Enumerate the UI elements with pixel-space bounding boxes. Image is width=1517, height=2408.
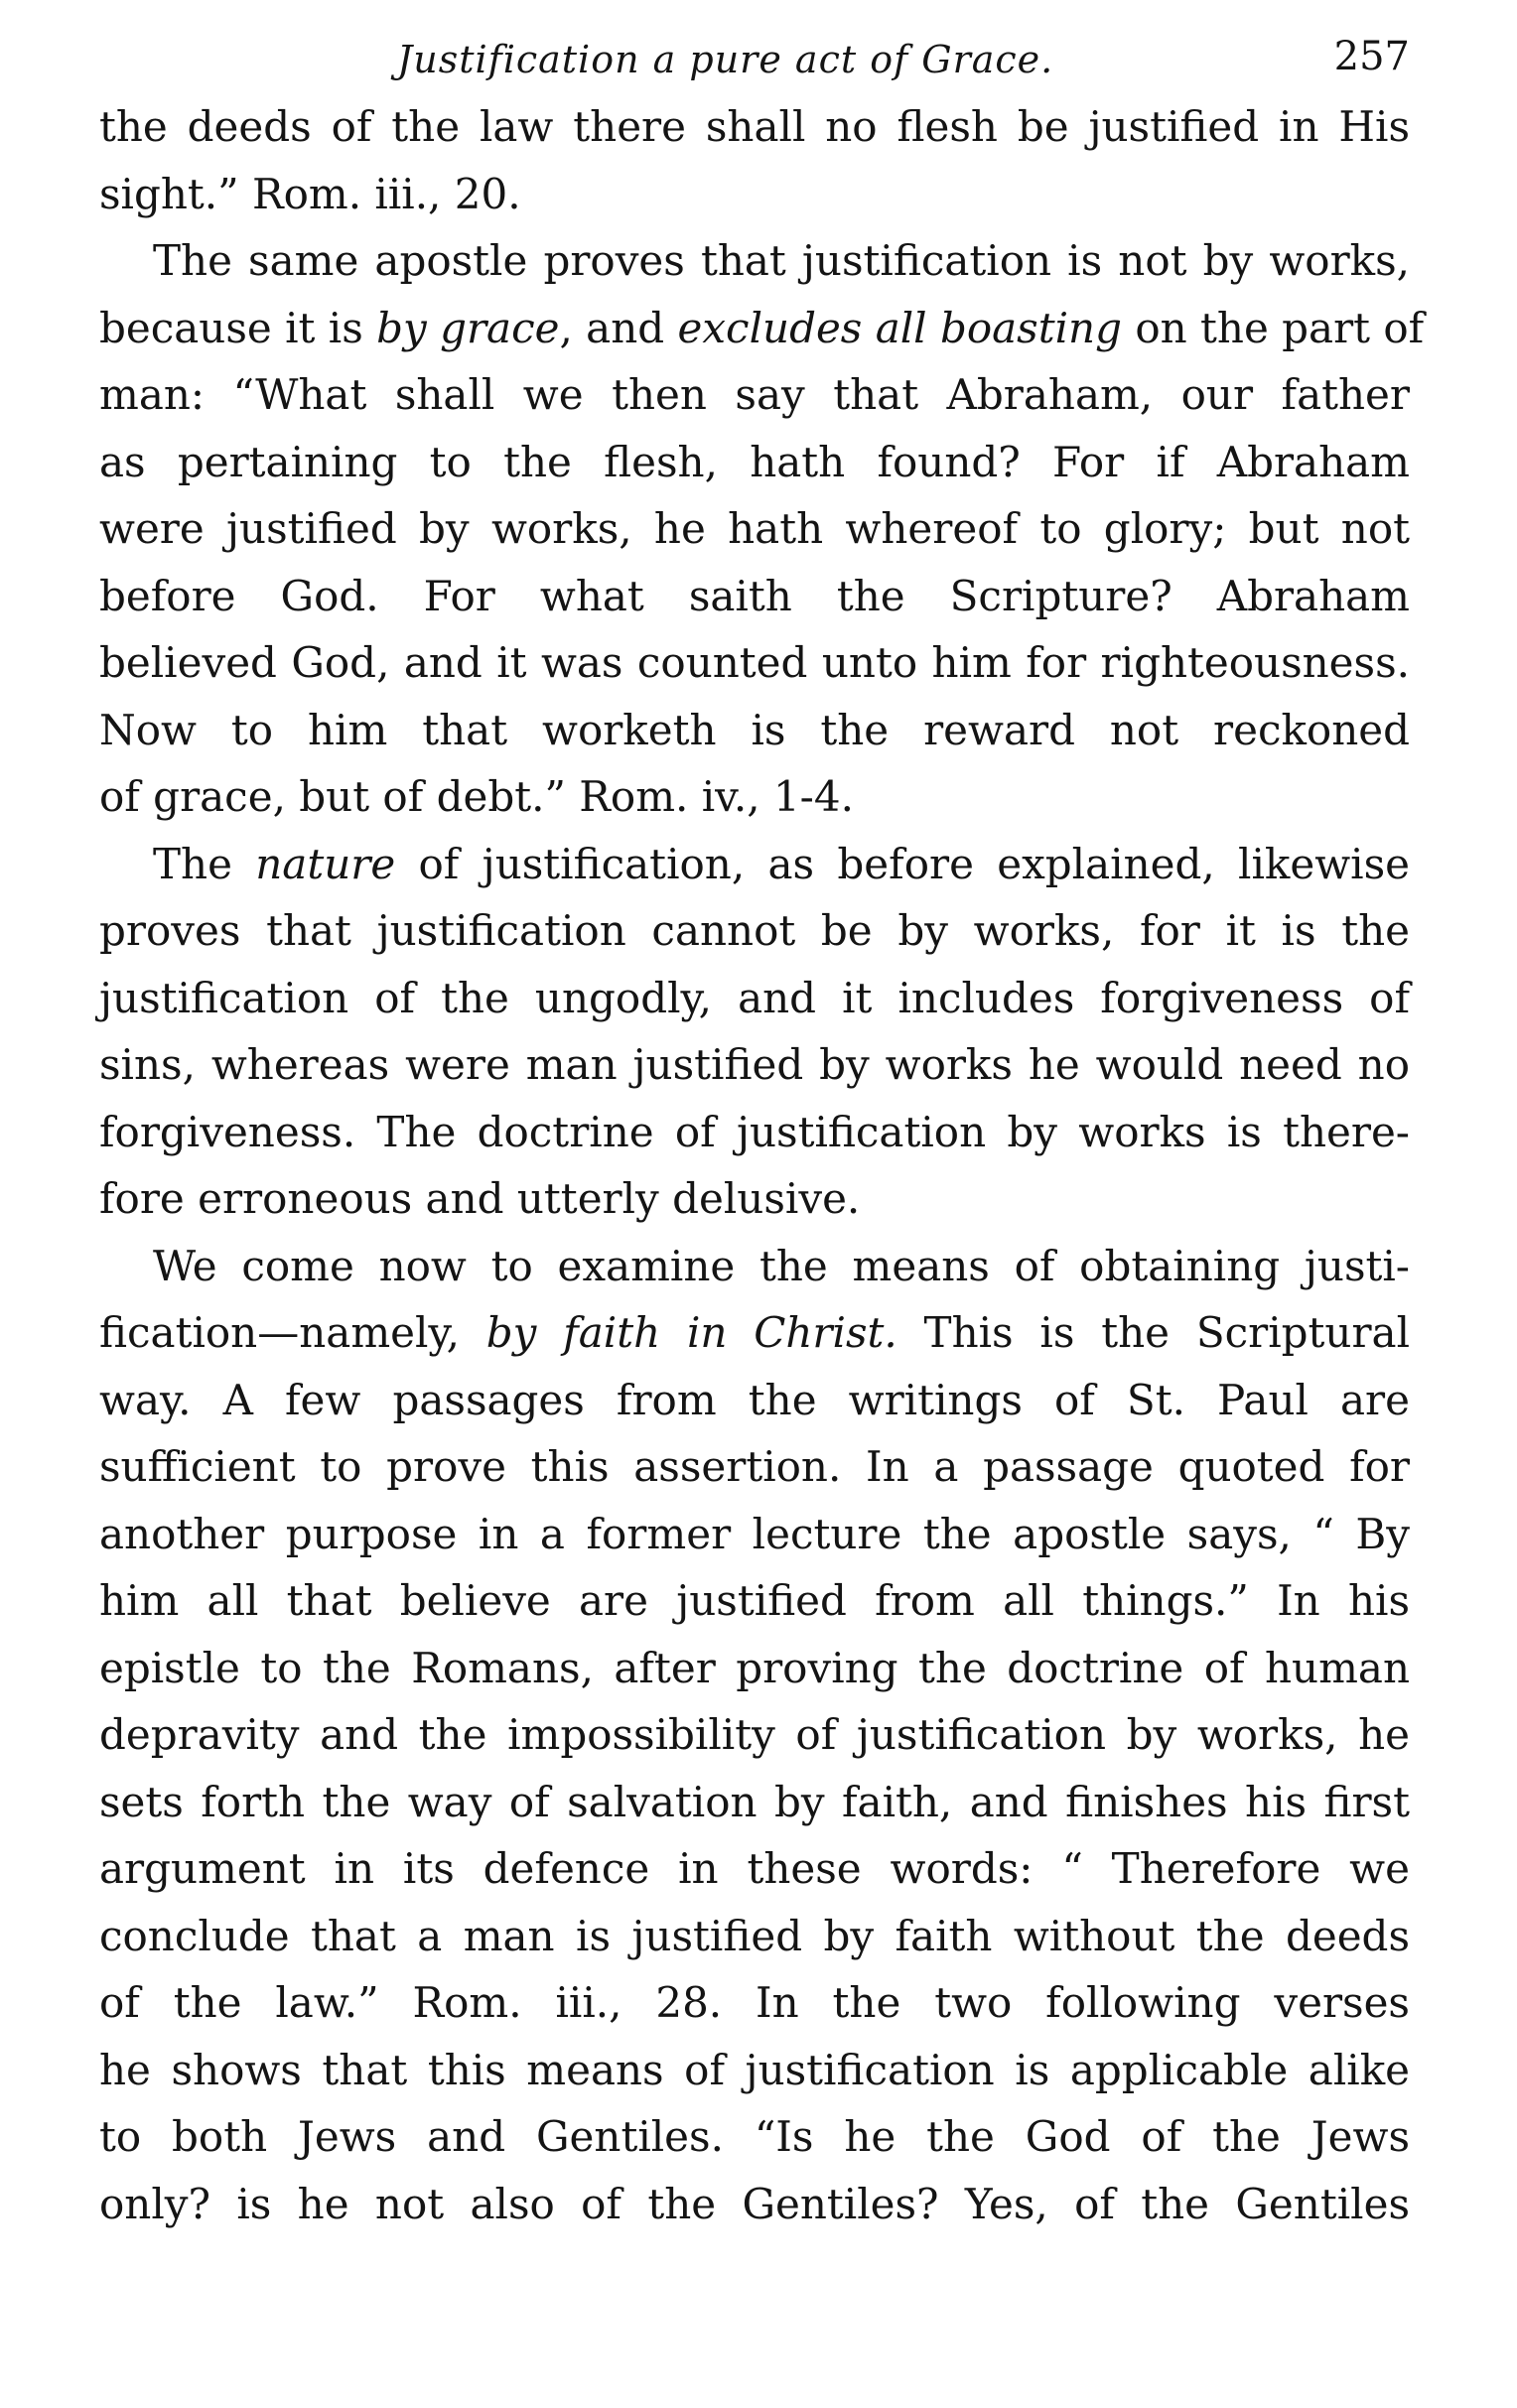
text-line: Now to him that worketh is the reward not reckoned xyxy=(99,705,1410,754)
text-line: sins, whereas were man justified by works he would need no xyxy=(99,1040,1410,1089)
text-line: of grace, but of debt.” Rom. iv., 1-4. xyxy=(99,772,854,821)
text-line: of the law.” Rom. iii., 28. In the two following verses xyxy=(99,1978,1410,2027)
text-run: , and xyxy=(559,303,678,352)
text-run: The xyxy=(153,839,256,888)
text-line: sight.” Rom. iii., 20. xyxy=(99,169,521,218)
text-line: another purpose in a former lecture the apostle says, “ By xyxy=(99,1509,1410,1558)
text-line xyxy=(99,831,1410,898)
text-line: forgiveness. The doctrine of justification by works is there- xyxy=(99,1107,1410,1156)
text-line: before God. For what saith the Scripture? Abraham xyxy=(99,571,1410,620)
text-line: proves that justification cannot be by works, for it is the xyxy=(99,906,1410,955)
page-number: 257 xyxy=(1333,34,1410,79)
text-line: sets forth the way of salvation by faith, and finishes his first xyxy=(99,1777,1410,1826)
text-run: This is the Scriptural xyxy=(896,1308,1410,1357)
text-line: man: “What shall we then say that Abraham, our father xyxy=(99,370,1410,419)
text-line xyxy=(99,1299,1410,1367)
text-line: conclude that a man is justified by faith without the deeds xyxy=(99,1911,1410,1960)
book-page xyxy=(99,30,1425,2237)
text-line: way. A few passages from the writings of St. Paul are xyxy=(99,1375,1410,1424)
text-line xyxy=(99,295,1425,362)
text-line: epistle to the Romans, after proving the doctrine of human xyxy=(99,1643,1410,1692)
text-line: as pertaining to the flesh, hath found? For if Abraham xyxy=(99,437,1410,486)
italic-phrase: excludes all boasting xyxy=(677,303,1122,352)
text-line: sufficient to prove this assertion. In a passage quoted for xyxy=(99,1442,1410,1491)
body-text xyxy=(99,93,1425,2237)
italic-phrase: by faith in Christ. xyxy=(485,1308,897,1357)
text-run: fication—namely, xyxy=(99,1308,486,1357)
text-line: We come now to examine the means of obtaining justi- xyxy=(153,1241,1410,1290)
running-head xyxy=(99,30,1410,93)
text-line: the deeds of the law there shall no flesh be justified in His xyxy=(99,102,1410,151)
text-line: only? is he not also of the Gentiles? Yes, of the Gentiles xyxy=(99,2179,1410,2228)
text-line: he shows that this means of justification is applicable alike xyxy=(99,2045,1410,2094)
italic-phrase: by grace xyxy=(376,303,560,352)
text-line: justification of the ungodly, and it includes forgiveness of xyxy=(99,973,1410,1022)
text-line: were justified by works, he hath whereof to glory; but not xyxy=(99,504,1410,553)
text-run: on the part of xyxy=(1121,303,1425,352)
text-run: of justification, as before explained, likewise xyxy=(395,839,1410,888)
text-line: him all that believe are justified from all things.” In his xyxy=(99,1576,1410,1625)
text-run: because it is xyxy=(99,303,377,352)
text-line: fore erroneous and utterly delusive. xyxy=(99,1174,861,1223)
running-title: Justification a pure act of Grace. xyxy=(397,38,1054,81)
italic-phrase: nature xyxy=(255,839,396,888)
text-line: to both Jews and Gentiles. “Is he the God of the Jews xyxy=(99,2112,1410,2161)
text-line: The same apostle proves that justification is not by works, xyxy=(153,236,1410,285)
text-line: argument in its defence in these words: “ Therefore we xyxy=(99,1844,1410,1893)
text-line: believed God, and it was counted unto him for righteousness. xyxy=(99,638,1410,687)
text-line: depravity and the impossibility of justification by works, he xyxy=(99,1710,1410,1759)
